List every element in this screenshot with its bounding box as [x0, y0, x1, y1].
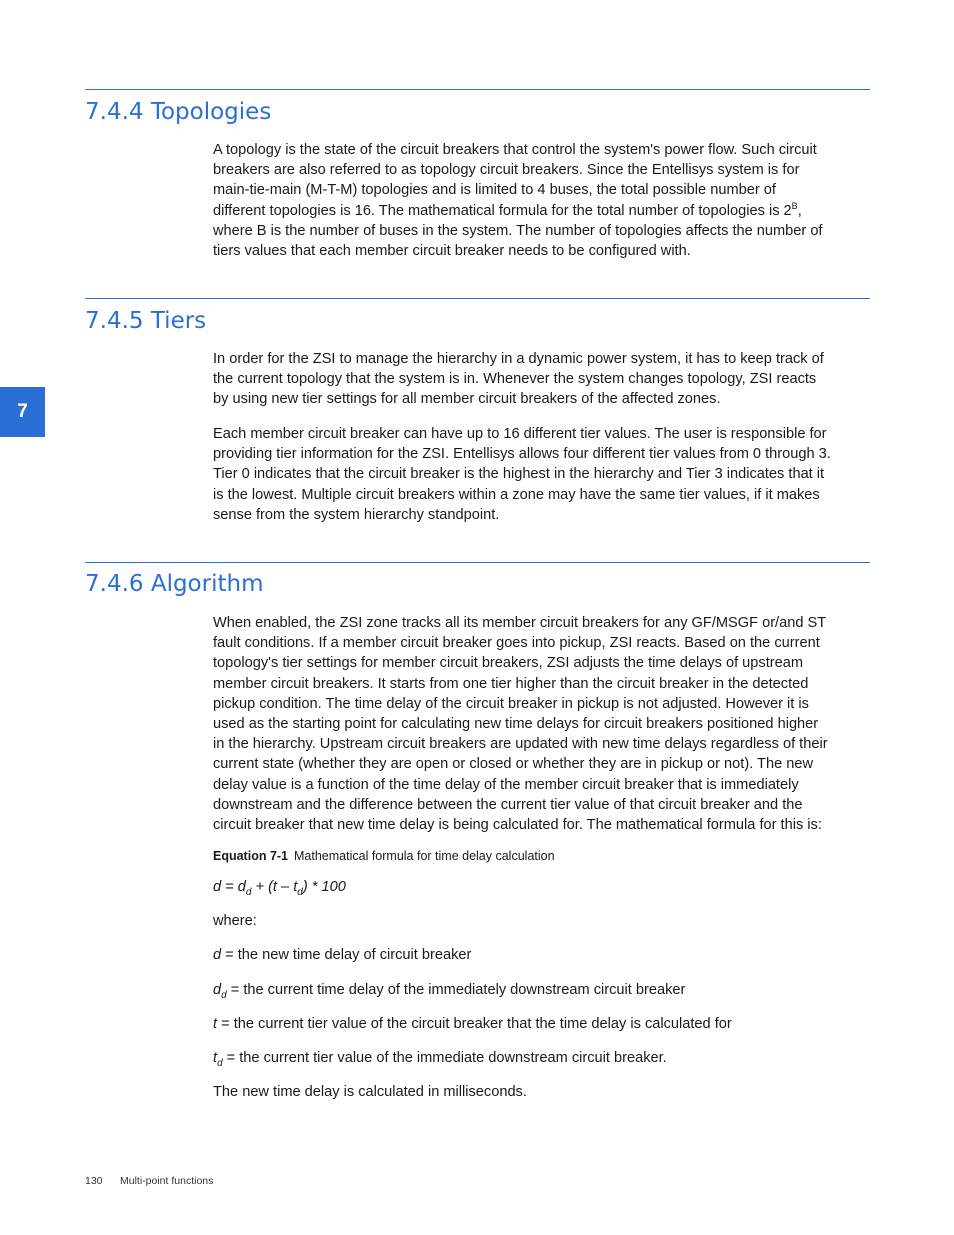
definition-text: = the current tier value of the circuit breaker that the time delay is calculated for	[217, 1016, 732, 1032]
equation-part: + (t – t	[251, 879, 298, 895]
definition-subscript: d	[221, 989, 227, 1001]
text-line: member circuit breakers. It starts from one tier higher than the circuit breaker in the detected	[213, 675, 809, 692]
text-line: the current topology that the system is in. Whenever the system changes topology, ZSI reacts	[213, 371, 817, 388]
superscript-b: B	[791, 200, 798, 211]
text-line: breakers are also referred to as topology circuit breakers. Since the Entellisys system is for	[213, 162, 800, 179]
definition-item	[213, 947, 471, 963]
text-line: topology's tier settings for member circuit breakers, ZSI adjusts the time delays of upstream	[213, 655, 804, 672]
definition-item	[213, 982, 686, 1001]
section-divider-topologies	[85, 89, 870, 90]
text-line: pickup condition. The time delay of the circuit breaker in pickup is not adjusted. However it is	[213, 695, 809, 712]
heading-tiers: 7.4.5 Tiers	[85, 308, 207, 334]
text-segment: ,	[797, 202, 802, 219]
text-line: providing tier information for the ZSI. Entellisys allows four different tier values from 0 through 3.	[213, 446, 831, 463]
paragraph-tiers-2	[213, 424, 870, 525]
text-line: used as the starting point for calculating new time delays for circuit breakers positioned higher	[213, 716, 819, 733]
closing-sentence: The new time delay is calculated in milliseconds.	[213, 1084, 527, 1100]
text-line: fault conditions. If a member circuit breaker goes into pickup, ZSI reacts. Based on the current	[213, 635, 820, 652]
equation-part: d = d	[213, 879, 246, 895]
text-line-with-superscript	[213, 201, 870, 221]
text-line: downstream and the difference between the current tier value of that circuit breaker and the	[213, 796, 803, 813]
text-line: A topology is the state of the circuit breakers that control the system's power flow. Such circuit	[213, 142, 817, 158]
text-line: tiers values that each member circuit breaker needs to be configured with.	[213, 243, 691, 260]
text-segment: different topologies is 16. The mathematical formula for the total number of topologies is 2	[213, 202, 792, 219]
text-line: delay value is a function of the time delay of the member circuit breaker that is immediately	[213, 776, 799, 793]
text-line: Each member circuit breaker can have up to 16 different tier values. The user is responsible for	[213, 426, 827, 442]
equation-subscript: d	[245, 886, 252, 898]
text-line: in the hierarchy. Upstream circuit breakers are updated with new time delays regardless of their	[213, 736, 828, 753]
equation-subscript: d	[297, 886, 303, 898]
section-divider-algorithm	[85, 562, 870, 563]
text-line: sense from the system hierarchy standpoint.	[213, 506, 500, 523]
text-line: Tier 0 indicates that the circuit breaker is the highest in the hierarchy and Tier 3 indicates that it	[213, 466, 825, 483]
equation-caption	[213, 849, 555, 863]
paragraph-algorithm	[213, 613, 870, 835]
text-line: In order for the ZSI to manage the hierarchy in a dynamic power system, it has to keep track of	[213, 351, 824, 367]
chapter-tab: 7	[0, 387, 45, 437]
paragraph-topologies	[213, 140, 870, 261]
definition-text: = the current time delay of the immediately downstream circuit breaker	[226, 982, 686, 998]
equation-part: ) * 100	[302, 879, 346, 895]
text-line: where B is the number of buses in the system. The number of topologies affects the number of	[213, 222, 823, 239]
definition-symbol: t	[213, 1050, 218, 1066]
text-line: When enabled, the ZSI zone tracks all its member circuit breakers for any GF/MSGF or/and ST	[213, 615, 827, 631]
definition-text: = the new time delay of circuit breaker	[221, 947, 472, 963]
text-line: circuit breaker that new time delay is being calculated for. The mathematical formula for this is:	[213, 817, 822, 834]
definition-subscript: d	[217, 1057, 223, 1069]
paragraph-tiers-1	[213, 349, 870, 410]
footer-section-name: Multi-point functions	[120, 1175, 214, 1187]
where-label: where:	[213, 913, 257, 929]
text-line: current state (whether they are open or closed or whether they are in pickup or not). The new	[213, 756, 814, 773]
text-line: by using new tier settings for all member circuit breakers of the affected zones.	[213, 391, 721, 408]
heading-algorithm: 7.4.6 Algorithm	[85, 571, 264, 597]
definition-symbol: t	[213, 1016, 218, 1032]
definition-item	[213, 1050, 667, 1069]
definition-text: = the current tier value of the immediate downstream circuit breaker.	[222, 1050, 667, 1066]
heading-topologies: 7.4.4 Topologies	[85, 99, 272, 125]
definition-symbol: d	[213, 982, 222, 998]
definition-item	[213, 1016, 732, 1032]
section-divider-tiers	[85, 298, 870, 299]
definition-symbol: d	[213, 947, 222, 963]
text-line: main-tie-main (M-T-M) topologies and is limited to 4 buses, the total possible number of	[213, 182, 776, 199]
page-number: 130	[85, 1175, 103, 1187]
equation-caption-text: Mathematical formula for time delay calculation	[294, 849, 555, 863]
text-line: is the lowest. Multiple circuit breakers within a zone may have the same tier values, if it makes	[213, 486, 820, 503]
equation-label: Equation 7-1	[213, 849, 289, 863]
equation	[213, 879, 346, 898]
